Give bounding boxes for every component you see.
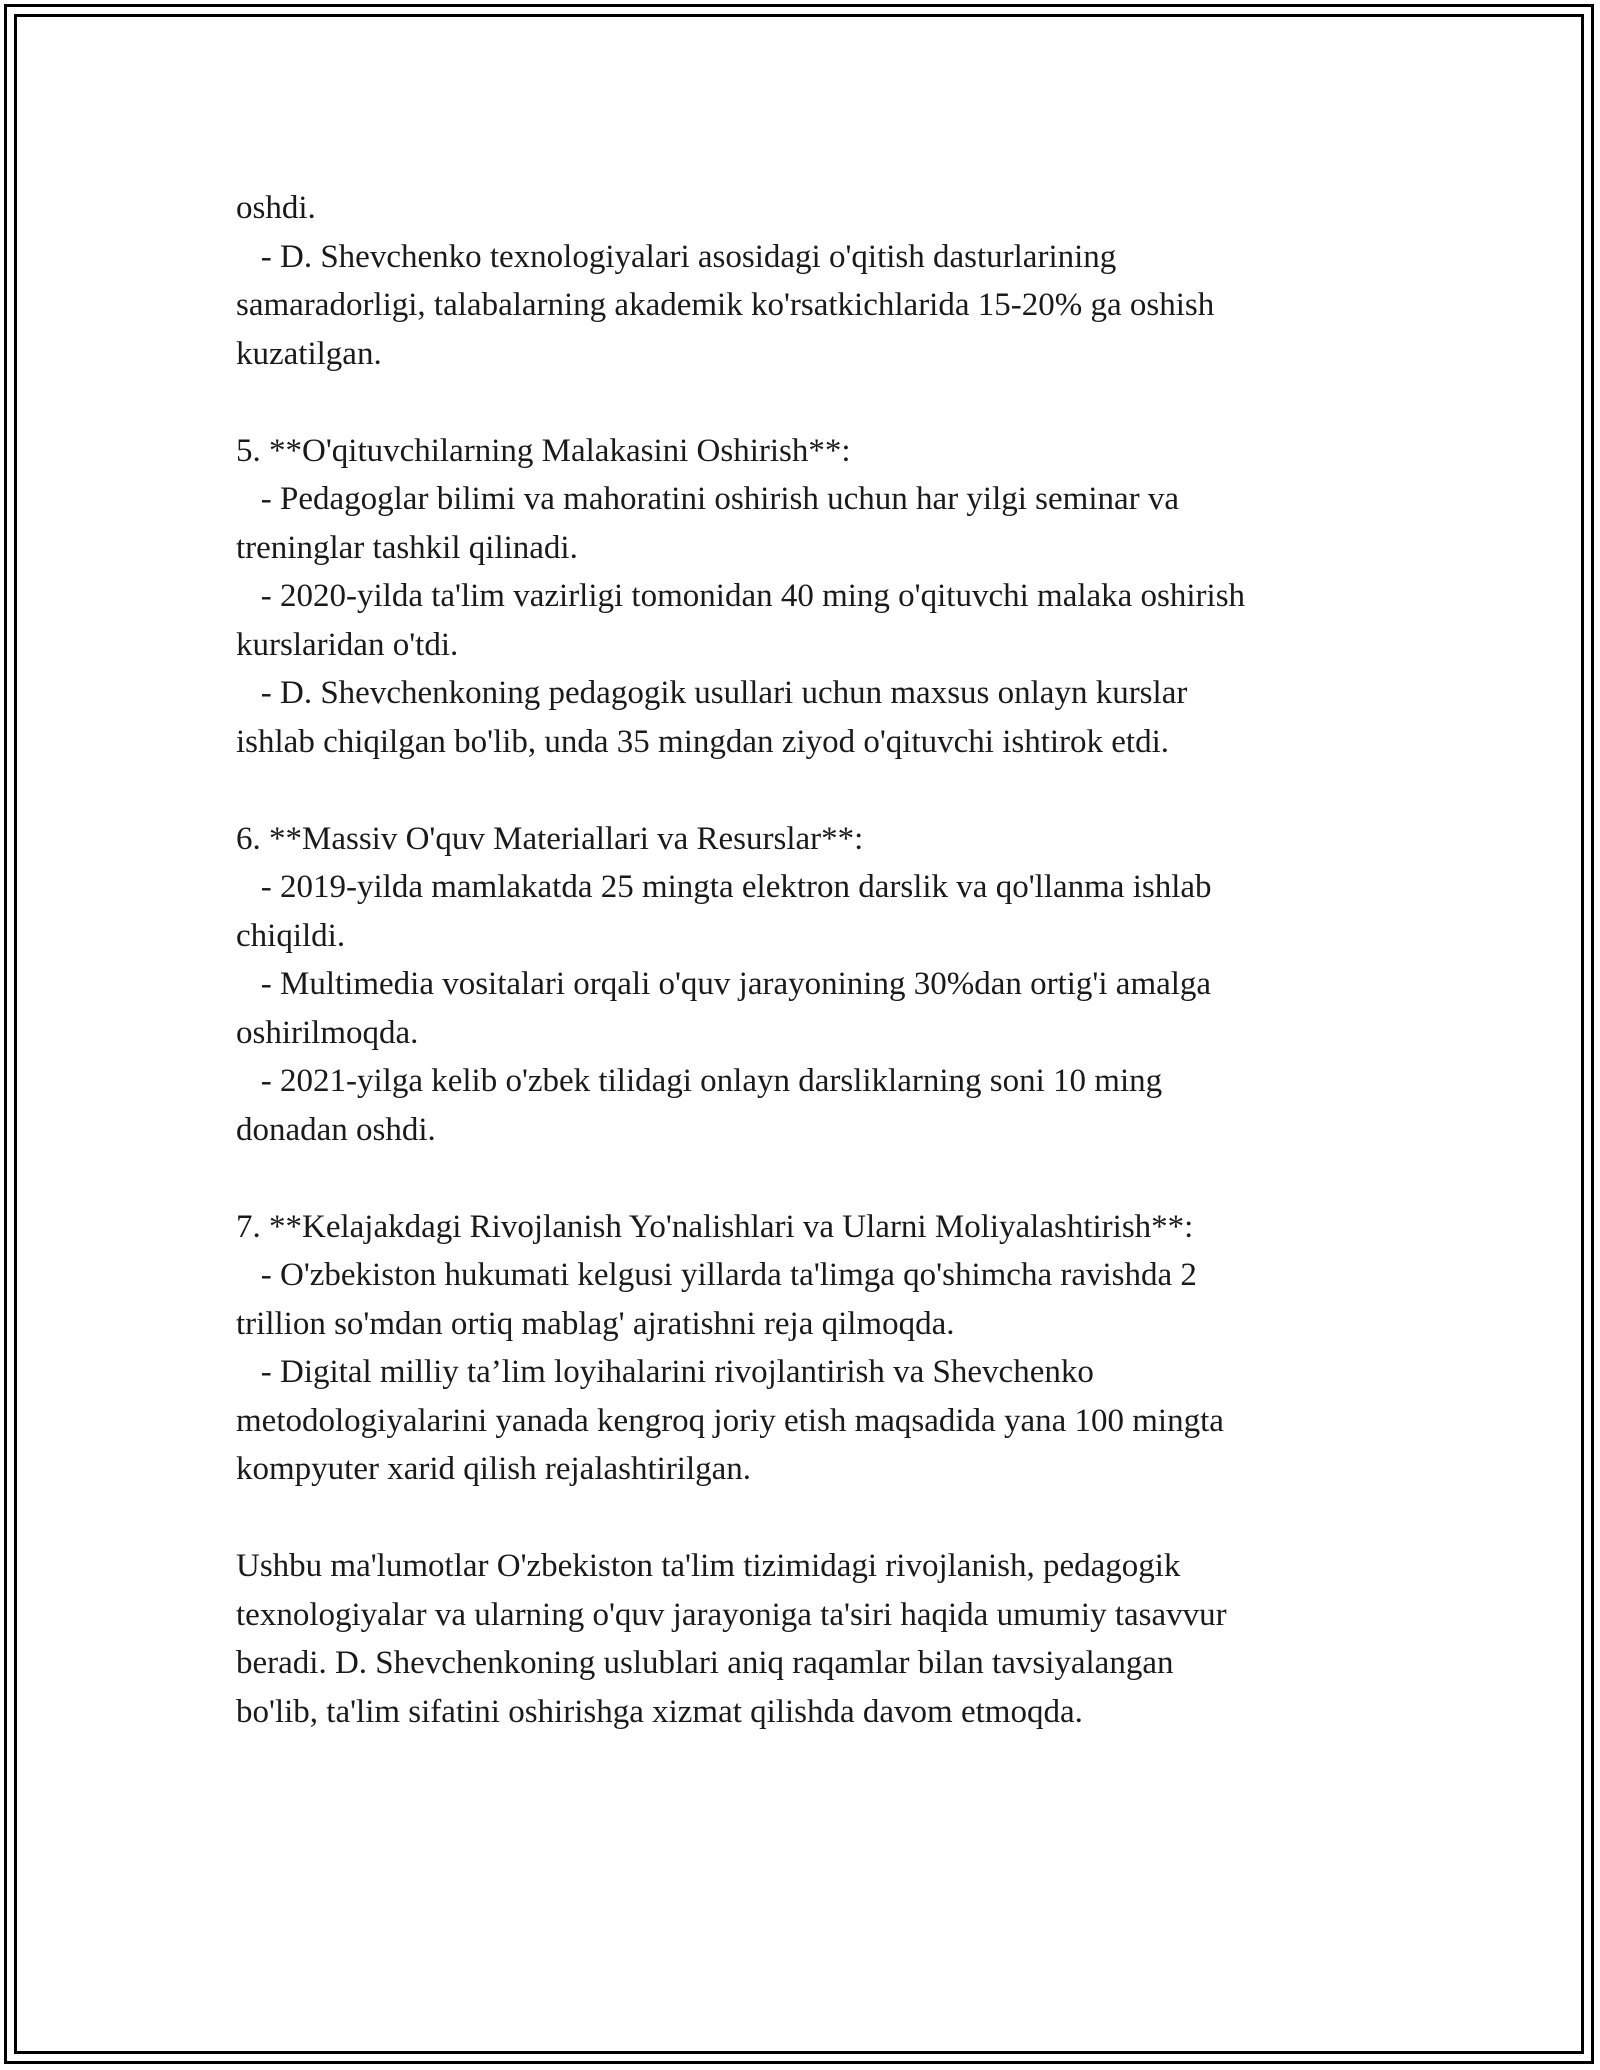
section-7-bullet-line: - O'zbekiston hukumati kelgusi yillarda ta'limga qo'shimcha ravishda 2 bbox=[236, 1257, 1197, 1293]
section-6-bullet-line: - 2019-yilda mamlakatda 25 mingta elektron darslik va qo'llanma ishlab bbox=[236, 869, 1212, 905]
section-5-heading: 5. **O'qituvchilarning Malakasini Oshirish**: bbox=[236, 432, 851, 469]
section-5-bullet-line: - D. Shevchenkoning pedagogik usullari uchun maxsus onlayn kurslar bbox=[236, 675, 1188, 711]
section-5-bullet-line: kurslaridan o'tdi. bbox=[236, 626, 459, 663]
section-5-bullet-line: treninglar tashkil qilinadi. bbox=[236, 529, 578, 566]
section-5-bullet-line: - 2020-yilda ta'lim vazirligi tomonidan 40 ming o'qituvchi malaka oshirish bbox=[236, 578, 1246, 614]
paragraph-spacer bbox=[236, 1154, 1386, 1203]
section-5-bullet-line: - Pedagoglar bilimi va mahoratini oshirish uchun har yilgi seminar va bbox=[236, 481, 1180, 517]
conclusion-line: Ushbu ma'lumotlar O'zbekiston ta'lim tizimidagi rivojlanish, pedagogik bbox=[236, 1548, 1181, 1584]
conclusion-line: beradi. D. Shevchenkoning uslublari aniq raqamlar bilan tavsiyalangan bbox=[236, 1645, 1174, 1681]
section-6-bullet-line: - 2021-yilga kelib o'zbek tilidagi onlayn darsliklarning soni 10 ming bbox=[236, 1063, 1163, 1099]
intro-tail: oshdi. bbox=[236, 190, 316, 226]
conclusion-line: texnologiyalar va ularning o'quv jarayoniga ta'siri haqida umumiy tasavvur bbox=[236, 1596, 1227, 1633]
paragraph-spacer bbox=[236, 378, 1386, 427]
section-6-bullet-line: - Multimedia vositalari orqali o'quv jarayonining 30%dan ortig'i amalga bbox=[236, 966, 1212, 1002]
paragraph-spacer bbox=[236, 766, 1386, 815]
section-6-bullet-line: chiqildi. bbox=[236, 917, 346, 954]
section-6-heading: 6. **Massiv O'quv Materiallari va Resurslar**: bbox=[236, 820, 864, 857]
section-7-bullet-line: metodologiyalarini yanada kengroq joriy etish maqsadida yana 100 mingta bbox=[236, 1402, 1224, 1439]
section-5-bullet-line: ishlab chiqilgan bo'lib, unda 35 mingdan ziyod o'qituvchi ishtirok etdi. bbox=[236, 723, 1170, 760]
intro-bullet-line: kuzatilgan. bbox=[236, 335, 382, 372]
intro-bullet-line: - D. Shevchenko texnologiyalari asosidagi o'qitish dasturlarining bbox=[236, 238, 1117, 275]
paragraph-spacer bbox=[236, 1494, 1386, 1543]
section-7-bullet-line: trillion so'mdan ortiq mablag' ajratishni reja qilmoqda. bbox=[236, 1305, 955, 1342]
section-6-bullet-line: donadan oshdi. bbox=[236, 1111, 436, 1148]
conclusion-line: bo'lib, ta'lim sifatini oshirishga xizmat qilishda davom etmoqda. bbox=[236, 1693, 1083, 1730]
section-7-heading: 7. **Kelajakdagi Rivojlanish Yo'nalishlari va Ularni Moliyalashtirish**: bbox=[236, 1208, 1194, 1245]
section-7-bullet-line: kompyuter xarid qilish rejalashtirilgan. bbox=[236, 1451, 752, 1487]
section-6-bullet-line: oshirilmoqda. bbox=[236, 1014, 419, 1051]
document-body bbox=[236, 184, 1386, 1736]
intro-bullet-line: samaradorligi, talabalarning akademik ko'rsatkichlarida 15-20% ga oshish bbox=[236, 287, 1215, 323]
section-7-bullet-line: - Digital milliy ta’lim loyihalarini rivojlantirish va Shevchenko bbox=[236, 1354, 1094, 1390]
